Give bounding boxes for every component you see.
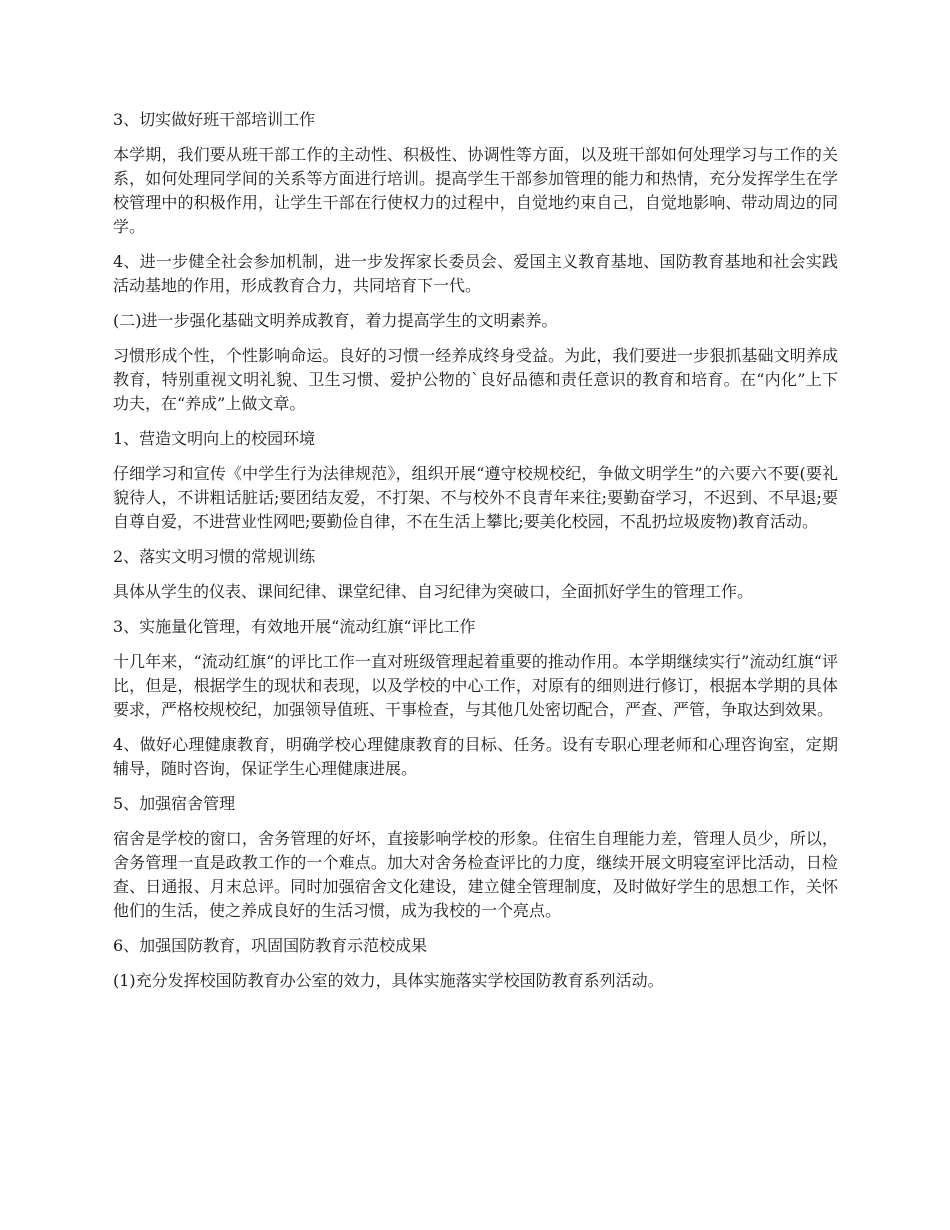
heading-campus-environment: 1、营造文明向上的校园环境	[113, 429, 316, 448]
heading-civilization-education: (二)进一步强化基础文明养成教育，着力提高学生的文明素养。	[113, 311, 558, 330]
paragraph-mental-health: 4、做好心理健康教育，明确学校心理健康教育的目标、任务。设有专职心理老师和心理咨询室，定期辅导，随时咨询，保证学生心理健康进展。	[113, 735, 838, 778]
paragraph-quantified-management: 十几年来，“流动红旗“的评比工作一直对班级管理起着重要的推动作用。本学期继续实行”流动红旗“评比，但是，根据学生的现状和表现，以及学校的中心工作，对原有的细则进行修订，根据本学期的具体要求，严格校规校纪，加强领导值班、干事检查，与其他几处密切配合，严查、严管，争取达到效果。	[113, 652, 838, 719]
paragraph-habits: 习惯形成个性，个性影响命运。良好的习惯一经养成终身受益。为此，我们要进一步狠抓基础文明养成教育，特别重视文明礼貌、卫生习惯、爱护公物的`良好品德和责任意识的教育和培育。在“内化”上下功夫，在“养成”上做文章。	[113, 346, 838, 413]
heading-quantified-management: 3、实施量化管理，有效地开展“流动红旗“评比工作	[113, 617, 476, 636]
paragraph-class-cadre-training: 本学期，我们要从班干部工作的主动性、积极性、协调性等方面，以及班干部如何处理学习与工作的关系，如何处理同学间的关系等方面进行培训。提高学生干部参加管理的能力和热情，充分发挥学生在学校管理中的积极作用，让学生干部在行使权力的过程中，自觉地约束自己，自觉地影响、带动周边的同学。	[113, 145, 838, 236]
heading-dormitory-management: 5、加强宿舍管理	[113, 794, 236, 813]
paragraph-campus-environment: 仔细学习和宣传《中学生行为法律规范》，组织开展“遵守校规校纪，争做文明学生”的六要六不要(要礼貌待人，不讲粗话脏话;要团结友爱，不打架、不与校外不良青年来往;要勤奋学习，不迟到、不早退;要自尊自爱，不进营业性网吧;要勤俭自律，不在生活上攀比;要美化校园，不乱扔垃圾废物)教育活动。	[113, 464, 838, 531]
heading-national-defense: 6、加强国防教育，巩固国防教育示范校成果	[113, 936, 428, 955]
paragraph-social-participation: 4、进一步健全社会参加机制，进一步发挥家长委员会、爱国主义教育基地、国防教育基地和社会实践活动基地的作用，形成教育合力，共同培育下一代。	[113, 252, 838, 295]
paragraph-routine-training: 具体从学生的仪表、课间纪律、课堂纪律、自习纪律为突破口，全面抓好学生的管理工作。	[113, 582, 754, 601]
heading-class-cadre-training: 3、切实做好班干部培训工作	[113, 110, 316, 129]
heading-routine-training: 2、落实文明习惯的常规训练	[113, 547, 316, 566]
paragraph-dormitory-management: 宿舍是学校的窗口，舍务管理的好坏，直接影响学校的形象。住宿生自理能力差，管理人员少，所以，舍务管理一直是政教工作的一个难点。加大对舍务检查评比的力度，继续开展文明寝室评比活动，日检查、日通报、月末总评。同时加强宿舍文化建设，建立健全管理制度，及时做好学生的思想工作，关怀他们的生活，使之养成良好的生活习惯，成为我校的一个亮点。	[113, 829, 838, 920]
document-page	[113, 108, 838, 1004]
paragraph-national-defense: (1)充分发挥校国防教育办公室的效力，具体实施落实学校国防教育系列活动。	[113, 971, 664, 990]
